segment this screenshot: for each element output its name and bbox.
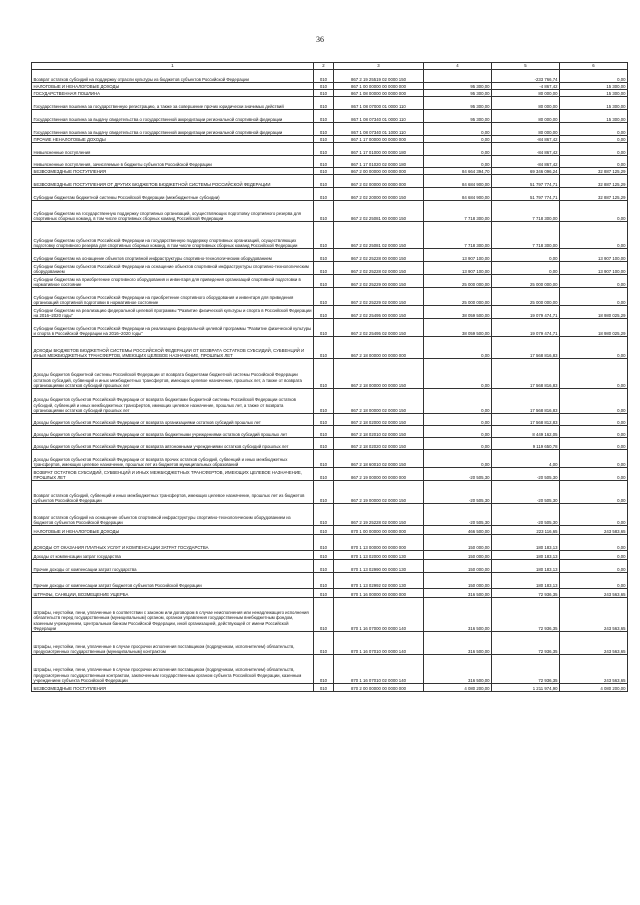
row-unexecuted-amount: 0,00 — [560, 481, 628, 504]
row-approved-amount: 316 500,00 — [424, 589, 492, 598]
row-executed-amount: 69 346 096,24 — [492, 168, 560, 175]
row-budget-code: 867 2 18 00000 00 0000 000 — [334, 337, 424, 359]
row-line-code: 010 — [314, 319, 334, 337]
row-unexecuted-amount: 0,00 — [560, 504, 628, 526]
row-name: Возврат остатков субсидий на поддержку отрасли культуры из бюджетов субъектов Российской Федерации — [32, 70, 314, 83]
header-cell-4: 4 — [424, 63, 492, 70]
row-unexecuted-amount: 0,00 — [560, 123, 628, 136]
row-approved-amount: 0,00 — [424, 143, 492, 156]
row-name: Доходы бюджетов субъектов Российской Федерации от возврата прочих остатков субсидий, субвенций и иных межбюджетных трансфертов, имеющих целевое назначение, прошлых лет из бюджетов муниципальных образований — [32, 450, 314, 468]
row-approved-amount: 150 000,00 — [424, 551, 492, 560]
row-unexecuted-amount: 0,00 — [560, 468, 628, 481]
row-executed-amount: 8 449 162,05 — [492, 426, 560, 438]
row-executed-amount: 17 568 816,83 — [492, 389, 560, 414]
table-row — [32, 655, 628, 684]
row-executed-amount: -84 867,42 — [492, 156, 560, 168]
row-executed-amount: 80 000,00 — [492, 90, 560, 97]
row-approved-amount: 38 059 500,00 — [424, 306, 492, 319]
header-cell-3: 3 — [334, 63, 424, 70]
table-row — [32, 414, 628, 426]
row-unexecuted-amount: 18 980 025,29 — [560, 306, 628, 319]
row-name: Штрафы, неустойки, пени, уплаченные в соответствии с законом или договором в случае неисполнения или ненадлежащего исполнения обязательств перед государственным (муниципальным) органом, органом управления государственным внебюджетным фондом, казенным учреждением, Центральным банком Российской Федерации, иной организацией, действующей от имени Российской Федерации — [32, 598, 314, 632]
row-line-code: 010 — [314, 97, 334, 110]
row-approved-amount: 95 300,00 — [424, 90, 492, 97]
row-line-code: 010 — [314, 481, 334, 504]
table-row — [32, 97, 628, 110]
row-name: Прочие доходы от компенсации затрат бюджетов субъектов Российской Федерации — [32, 573, 314, 589]
row-line-code: 010 — [314, 168, 334, 175]
row-unexecuted-amount: 0,00 — [560, 535, 628, 551]
row-approved-amount: 0,00 — [424, 426, 492, 438]
table-row — [32, 188, 628, 201]
row-unexecuted-amount: 0,00 — [560, 438, 628, 450]
row-approved-amount: 95 300,00 — [424, 83, 492, 90]
row-unexecuted-amount: 4 080 200,00 — [560, 684, 628, 692]
row-line-code: 010 — [314, 598, 334, 632]
row-name: БЕЗВОЗМЕЗДНЫЕ ПОСТУПЛЕНИЯ — [32, 684, 314, 692]
row-budget-code: 867 2 18 00000 02 0000 150 — [334, 389, 424, 414]
table-row — [32, 136, 628, 143]
row-executed-amount: -84 867,42 — [492, 143, 560, 156]
row-line-code: 010 — [314, 655, 334, 684]
row-budget-code: 867 2 19 25228 02 0000 150 — [334, 504, 424, 526]
row-approved-amount: -20 505,30 — [424, 468, 492, 481]
row-approved-amount: 13 907 100,00 — [424, 262, 492, 275]
row-budget-code: 867 2 19 00000 00 0000 000 — [334, 468, 424, 481]
row-line-code: 010 — [314, 83, 334, 90]
row-unexecuted-amount: 243 563,65 — [560, 598, 628, 632]
row-unexecuted-amount: 0,00 — [560, 136, 628, 143]
table-row — [32, 222, 628, 249]
row-name: Субсидии бюджетам субъектов Российской Федерации на реализацию федеральной целевой программы "Развитие физической культуры и спорта в Российской Федерации на 2016–2020 годы" — [32, 319, 314, 337]
row-executed-amount: 0,00 — [492, 249, 560, 262]
row-executed-amount: 80 000,00 — [492, 123, 560, 136]
row-unexecuted-amount: 15 300,00 — [560, 97, 628, 110]
row-approved-amount: 0,00 — [424, 389, 492, 414]
table-row — [32, 70, 628, 83]
row-executed-amount: 51 797 774,71 — [492, 188, 560, 201]
header-cell-6: 6 — [560, 63, 628, 70]
row-budget-code: 870 1 16 07010 00 0000 140 — [334, 632, 424, 655]
row-line-code: 010 — [314, 262, 334, 275]
row-executed-amount: 25 000 000,00 — [492, 275, 560, 288]
table-row — [32, 201, 628, 222]
row-budget-code: 870 1 13 02990 00 0000 130 — [334, 560, 424, 573]
row-unexecuted-amount: 0,00 — [560, 359, 628, 389]
row-executed-amount: -20 505,30 — [492, 504, 560, 526]
row-approved-amount: 150 000,00 — [424, 535, 492, 551]
table-row — [32, 288, 628, 306]
row-name: Доходы бюджетов субъектов Российской Федерации от возврата бюджетными учреждениями остатков субсидий прошлых лет — [32, 426, 314, 438]
row-name: Субсидии бюджетам на приобретение спортивного оборудования и инвентаря для приведения организаций спортивной подготовки в нормативное состояние — [32, 275, 314, 288]
row-line-code: 010 — [314, 249, 334, 262]
row-budget-code: 867 2 02 25229 02 0000 150 — [334, 288, 424, 306]
row-executed-amount: 7 718 300,00 — [492, 201, 560, 222]
row-unexecuted-amount: 32 887 125,29 — [560, 175, 628, 188]
row-unexecuted-amount: 0,00 — [560, 222, 628, 249]
row-name: Невыясненные поступления, зачисляемые в бюджеты субъектов Российской Федерации — [32, 156, 314, 168]
row-unexecuted-amount: 0,00 — [560, 156, 628, 168]
row-unexecuted-amount: 13 907 100,00 — [560, 249, 628, 262]
row-executed-amount: 223 116,65 — [492, 526, 560, 535]
row-unexecuted-amount: 15 300,00 — [560, 110, 628, 123]
table-row — [32, 319, 628, 337]
row-name: Субсидии бюджетам на оснащение объектов спортивной инфраструктуры спортивно-технологическим оборудованием — [32, 249, 314, 262]
row-approved-amount: 0,00 — [424, 337, 492, 359]
row-unexecuted-amount: 243 563,65 — [560, 632, 628, 655]
budget-table — [31, 62, 628, 692]
row-line-code: 010 — [314, 573, 334, 589]
row-unexecuted-amount: 32 887 125,29 — [560, 168, 628, 175]
row-name: ШТРАФЫ, САНКЦИИ, ВОЗМЕЩЕНИЕ УЩЕРБА — [32, 589, 314, 598]
row-unexecuted-amount: 0,00 — [560, 414, 628, 426]
row-budget-code: 867 2 02 25228 02 0000 150 — [334, 262, 424, 275]
row-budget-code: 870 1 00 00000 00 0000 000 — [334, 526, 424, 535]
row-budget-code: 867 2 18 02000 02 0000 150 — [334, 414, 424, 426]
row-name: ПРОЧИЕ НЕНАЛОГОВЫЕ ДОХОДЫ — [32, 136, 314, 143]
row-approved-amount: 0,00 — [424, 123, 492, 136]
row-name: Субсидии бюджетам бюджетной системы Российской Федерации (межбюджетные субсидии) — [32, 188, 314, 201]
row-approved-amount: 0,00 — [424, 438, 492, 450]
header-cell-5: 5 — [492, 63, 560, 70]
table-row — [32, 306, 628, 319]
table-row — [32, 426, 628, 438]
row-line-code: 010 — [314, 70, 334, 83]
row-unexecuted-amount: 0,00 — [560, 389, 628, 414]
row-name: Государственная пошлина за государственную регистрацию, а также за совершение прочих юридически значимых действий — [32, 97, 314, 110]
table-row — [32, 175, 628, 188]
row-approved-amount: 25 000 000,00 — [424, 275, 492, 288]
table-row — [32, 83, 628, 90]
row-budget-code: 867 2 18 02010 02 0000 150 — [334, 426, 424, 438]
table-row — [32, 526, 628, 535]
table-row — [32, 535, 628, 551]
row-unexecuted-amount: 0,00 — [560, 275, 628, 288]
row-line-code: 010 — [314, 450, 334, 468]
table-row — [32, 468, 628, 481]
table-row — [32, 389, 628, 414]
row-line-code: 010 — [314, 136, 334, 143]
row-approved-amount: 0,00 — [424, 450, 492, 468]
table-row — [32, 275, 628, 288]
row-unexecuted-amount: 15 300,00 — [560, 83, 628, 90]
row-approved-amount: -20 505,30 — [424, 481, 492, 504]
table-row — [32, 156, 628, 168]
row-name: БЕЗВОЗМЕЗДНЫЕ ПОСТУПЛЕНИЯ ОТ ДРУГИХ БЮДЖЕТОВ БЮДЖЕТНОЙ СИСТЕМЫ РОССИЙСКОЙ ФЕДЕРАЦИИ — [32, 175, 314, 188]
row-executed-amount: 4,00 — [492, 450, 560, 468]
row-line-code: 010 — [314, 110, 334, 123]
row-budget-code: 867 2 02 25229 00 0000 150 — [334, 275, 424, 288]
row-name: Доходы бюджетов субъектов Российской Федерации от возврата автономными учреждениями остатков субсидий прошлых лет — [32, 438, 314, 450]
row-name: Субсидии бюджетам субъектов Российской Федерации на приобретение спортивного оборудования и инвентаря для приведения организаций спортивной подготовки в нормативное состояние — [32, 288, 314, 306]
row-budget-code: 867 2 18 02020 02 0000 150 — [334, 438, 424, 450]
row-unexecuted-amount: 0,00 — [560, 560, 628, 573]
row-line-code: 010 — [314, 551, 334, 560]
table-row — [32, 481, 628, 504]
row-line-code: 010 — [314, 468, 334, 481]
header-cell-1: 1 — [32, 63, 314, 70]
row-line-code: 010 — [314, 222, 334, 249]
row-line-code: 010 — [314, 156, 334, 168]
row-executed-amount: -20 505,30 — [492, 468, 560, 481]
row-name: Штрафы, неустойки, пени, уплаченные в случае просрочки исполнения поставщиком (подрядчиком, исполнителем) обязательств, предусмотренных государственным (муниципальным) контрактом — [32, 632, 314, 655]
row-executed-amount: 72 936,35 — [492, 589, 560, 598]
row-unexecuted-amount: 243 563,65 — [560, 655, 628, 684]
row-budget-code: 867 2 02 25228 00 0000 150 — [334, 249, 424, 262]
row-executed-amount: 17 568 816,83 — [492, 337, 560, 359]
row-approved-amount: 0,00 — [424, 414, 492, 426]
row-line-code: 010 — [314, 188, 334, 201]
table-row — [32, 359, 628, 389]
row-unexecuted-amount: 0,00 — [560, 337, 628, 359]
row-approved-amount: 316 500,00 — [424, 598, 492, 632]
row-line-code: 010 — [314, 288, 334, 306]
row-line-code: 010 — [314, 306, 334, 319]
row-budget-code: 867 2 02 20000 00 0000 150 — [334, 188, 424, 201]
table-row — [32, 504, 628, 526]
table-row — [32, 168, 628, 175]
row-budget-code: 867 2 02 25081 00 0000 150 — [334, 201, 424, 222]
row-name: ГОСУДАРСТВЕННАЯ ПОШЛИНА — [32, 90, 314, 97]
row-line-code: 010 — [314, 175, 334, 188]
row-line-code: 010 — [314, 337, 334, 359]
header-cell-2: 2 — [314, 63, 334, 70]
row-name: БЕЗВОЗМЕЗДНЫЕ ПОСТУПЛЕНИЯ — [32, 168, 314, 175]
row-budget-code: 867 1 08 07000 01 0000 110 — [334, 97, 424, 110]
row-approved-amount: 316 500,00 — [424, 655, 492, 684]
row-executed-amount: -84 867,42 — [492, 136, 560, 143]
row-budget-code: 867 1 00 00000 00 0000 000 — [334, 83, 424, 90]
row-name: Доходы бюджетов субъектов Российской Федерации от возврата организациями остатков субсидий прошлых лет — [32, 414, 314, 426]
table-row — [32, 90, 628, 97]
row-approved-amount: 7 718 300,00 — [424, 201, 492, 222]
row-approved-amount: 84 684 900,00 — [424, 175, 492, 188]
row-approved-amount: 316 500,00 — [424, 632, 492, 655]
row-budget-code: 867 2 02 25081 02 0000 150 — [334, 222, 424, 249]
row-approved-amount: 84 664 394,70 — [424, 168, 492, 175]
row-executed-amount: 72 936,35 — [492, 655, 560, 684]
row-line-code: 010 — [314, 359, 334, 389]
row-unexecuted-amount: 0,00 — [560, 201, 628, 222]
row-executed-amount: 7 718 300,00 — [492, 222, 560, 249]
table-row — [32, 249, 628, 262]
row-budget-code: 867 2 02 25495 00 0000 150 — [334, 306, 424, 319]
row-name: Невыясненные поступления — [32, 143, 314, 156]
row-name: Субсидии бюджетам субъектов Российской Федерации на оснащение объектов спортивной инфраструктуры спортивно-технологическим оборудованием — [32, 262, 314, 275]
row-executed-amount: -4 867,42 — [492, 83, 560, 90]
row-executed-amount: -20 505,30 — [492, 481, 560, 504]
row-line-code: 010 — [314, 275, 334, 288]
row-approved-amount: 0,00 — [424, 136, 492, 143]
row-name: Прочие доходы от компенсации затрат государства — [32, 560, 314, 573]
row-executed-amount: 51 797 774,71 — [492, 175, 560, 188]
row-budget-code: 867 1 17 01000 00 0000 180 — [334, 143, 424, 156]
row-budget-code: 867 2 00 00000 00 0000 000 — [334, 168, 424, 175]
row-budget-code: 867 2 02 25495 02 0000 150 — [334, 319, 424, 337]
row-budget-code: 870 1 16 07010 02 0000 140 — [334, 655, 424, 684]
row-unexecuted-amount: 0,00 — [560, 288, 628, 306]
row-line-code: 010 — [314, 560, 334, 573]
row-budget-code: 867 2 19 00000 02 0000 150 — [334, 481, 424, 504]
row-name: ДОХОДЫ ОТ ОКАЗАНИЯ ПЛАТНЫХ УСЛУГ И КОМПЕНСАЦИИ ЗАТРАТ ГОСУДАРСТВА — [32, 535, 314, 551]
row-executed-amount: 19 079 474,71 — [492, 306, 560, 319]
row-approved-amount: 25 000 000,00 — [424, 288, 492, 306]
row-line-code: 010 — [314, 414, 334, 426]
row-budget-code: 867 1 08 00000 00 0000 000 — [334, 90, 424, 97]
row-executed-amount: 17 568 816,83 — [492, 359, 560, 389]
row-executed-amount: 80 000,00 — [492, 110, 560, 123]
row-name: НАЛОГОВЫЕ И НЕНАЛОГОВЫЕ ДОХОДЫ — [32, 83, 314, 90]
table-row — [32, 573, 628, 589]
row-approved-amount: 84 684 900,00 — [424, 188, 492, 201]
row-executed-amount: 72 936,35 — [492, 598, 560, 632]
row-name: Субсидии бюджетам субъектов Российской Федерации на государственную поддержку спортивных организаций, осуществляющих подготовку спортивного резерва для спортивных сборных команд, в том числе спортивных сборных команд Российской Федерации — [32, 222, 314, 249]
table-row — [32, 632, 628, 655]
row-budget-code: 867 1 08 07340 01 0000 110 — [334, 110, 424, 123]
row-name: Государственная пошлина за выдачу свидетельства о государственной аккредитации региональной спортивной федерации — [32, 123, 314, 136]
table-row — [32, 598, 628, 632]
row-unexecuted-amount: 243 563,65 — [560, 589, 628, 598]
row-unexecuted-amount: 0,00 — [560, 143, 628, 156]
row-budget-code: 867 1 17 00000 00 0000 000 — [334, 136, 424, 143]
header-row — [32, 63, 628, 70]
table-row — [32, 551, 628, 560]
row-budget-code: 870 1 16 00000 00 0000 000 — [334, 589, 424, 598]
row-executed-amount: 80 000,00 — [492, 97, 560, 110]
table-row — [32, 123, 628, 136]
row-budget-code: 870 1 13 00000 00 0000 000 — [334, 535, 424, 551]
row-line-code: 010 — [314, 90, 334, 97]
row-approved-amount: 95 300,00 — [424, 97, 492, 110]
row-executed-amount: 19 079 474,71 — [492, 319, 560, 337]
row-executed-amount: 1 211 974,90 — [492, 684, 560, 692]
row-approved-amount: 7 718 300,00 — [424, 222, 492, 249]
row-name: Доходы бюджетов бюджетной системы Российской Федерации от возврата бюджетами бюджетной системы Российской Федерации остатков субсидий, субвенций и иных межбюджетных трансфертов, имеющих целевое назначение, прошлых лет, а также от возврата организациями остатков субсидий прошлых лет — [32, 359, 314, 389]
row-unexecuted-amount: 0,00 — [560, 426, 628, 438]
table-row — [32, 143, 628, 156]
row-approved-amount — [424, 70, 492, 83]
row-unexecuted-amount: 0,00 — [560, 551, 628, 560]
row-line-code: 010 — [314, 123, 334, 136]
row-approved-amount: 0,00 — [424, 359, 492, 389]
row-line-code: 010 — [314, 504, 334, 526]
row-approved-amount: 0,00 — [424, 156, 492, 168]
row-line-code: 010 — [314, 535, 334, 551]
row-line-code: 010 — [314, 589, 334, 598]
row-budget-code: 870 2 00 00000 00 0000 000 — [334, 684, 424, 692]
row-executed-amount: 25 000 000,00 — [492, 288, 560, 306]
row-executed-amount: 180 183,13 — [492, 560, 560, 573]
row-budget-code: 867 2 02 00000 00 0000 000 — [334, 175, 424, 188]
table-row — [32, 560, 628, 573]
row-budget-code: 870 1 13 02000 00 0000 130 — [334, 551, 424, 560]
row-line-code: 010 — [314, 632, 334, 655]
row-name: Доходы от компенсации затрат государства — [32, 551, 314, 560]
row-name: Субсидии бюджетам на реализацию федеральной целевой программы "Развитие физической культуры и спорта в Российской Федерации на 2016–2020 годы" — [32, 306, 314, 319]
row-name: НАЛОГОВЫЕ И НЕНАЛОГОВЫЕ ДОХОДЫ — [32, 526, 314, 535]
row-executed-amount: -233 766,74 — [492, 70, 560, 83]
row-unexecuted-amount: 13 907 100,00 — [560, 262, 628, 275]
row-unexecuted-amount: 0,00 — [560, 450, 628, 468]
row-approved-amount: -20 505,30 — [424, 504, 492, 526]
row-line-code: 010 — [314, 526, 334, 535]
row-name: Возврат остатков субсидий на оснащение объектов спортивной инфраструктуры спортивно-технологическим оборудованием из бюджетов субъектов Российской Федерации — [32, 504, 314, 526]
row-line-code: 010 — [314, 438, 334, 450]
table-row — [32, 337, 628, 359]
row-unexecuted-amount: 18 980 025,29 — [560, 319, 628, 337]
row-approved-amount: 13 907 100,00 — [424, 249, 492, 262]
row-name: ВОЗВРАТ ОСТАТКОВ СУБСИДИЙ, СУБВЕНЦИЙ И ИНЫХ МЕЖБЮДЖЕТНЫХ ТРАНСФЕРТОВ, ИМЕЮЩИХ ЦЕЛЕВОЕ НАЗНАЧЕНИЕ, ПРОШЛЫХ ЛЕТ — [32, 468, 314, 481]
table-row — [32, 589, 628, 598]
row-approved-amount: 95 300,00 — [424, 110, 492, 123]
row-executed-amount: 180 183,13 — [492, 573, 560, 589]
row-unexecuted-amount: 15 300,00 — [560, 90, 628, 97]
row-approved-amount: 4 080 200,00 — [424, 684, 492, 692]
row-name: Штрафы, неустойки, пени, уплаченные в случае просрочки исполнения поставщиком (подрядчиком, исполнителем) обязательств, предусмотренных государственным контрактом, заключенным государственным органом субъекта Российской Федерации, казенным учреждением субъекта Российской Федерации — [32, 655, 314, 684]
row-budget-code: 870 1 13 02992 02 0000 130 — [334, 573, 424, 589]
row-executed-amount: 72 936,35 — [492, 632, 560, 655]
row-approved-amount: 466 500,00 — [424, 526, 492, 535]
row-budget-code: 867 2 19 25519 02 0000 150 — [334, 70, 424, 83]
row-executed-amount: 0,00 — [492, 262, 560, 275]
row-unexecuted-amount: 0,00 — [560, 573, 628, 589]
page-number: 36 — [316, 35, 324, 44]
table-row — [32, 110, 628, 123]
row-budget-code: 867 2 18 00000 00 0000 150 — [334, 359, 424, 389]
row-name: ДОХОДЫ БЮДЖЕТОВ БЮДЖЕТНОЙ СИСТЕМЫ РОССИЙСКОЙ ФЕДЕРАЦИИ ОТ ВОЗВРАТА ОСТАТКОВ СУБСИДИЙ, СУБВЕНЦИЙ И ИНЫХ МЕЖБЮДЖЕТНЫХ ТРАНСФЕРТОВ, ИМЕЮЩИХ ЦЕЛЕВОЕ НАЗНАЧЕНИЕ, ПРОШЛЫХ ЛЕТ — [32, 337, 314, 359]
row-name: Субсидии бюджетам на государственную поддержку спортивных организаций, осуществляющих подготовку спортивного резерва для спортивных сборных команд, в том числе спортивных сборных команд Российской Федерации — [32, 201, 314, 222]
row-budget-code: 867 1 17 01020 02 0000 180 — [334, 156, 424, 168]
row-approved-amount: 150 000,00 — [424, 573, 492, 589]
row-name: Доходы бюджетов субъектов Российской Федерации от возврата бюджетами бюджетной системы Российской Федерации остатков субсидий, субвенций и иных межбюджетных трансфертов, имеющих целевое назначение, прошлых лет, а также от возврата организациями остатков субсидий прошлых лет — [32, 389, 314, 414]
row-unexecuted-amount: 32 887 125,29 — [560, 188, 628, 201]
row-budget-code: 867 1 08 07340 01 1000 110 — [334, 123, 424, 136]
table-row — [32, 262, 628, 275]
row-approved-amount: 38 059 500,00 — [424, 319, 492, 337]
row-budget-code: 867 2 18 60010 02 0000 150 — [334, 450, 424, 468]
row-line-code: 010 — [314, 684, 334, 692]
table-row — [32, 450, 628, 468]
row-executed-amount: 17 568 812,83 — [492, 414, 560, 426]
row-executed-amount: 9 119 650,78 — [492, 438, 560, 450]
row-name: Государственная пошлина за выдачу свидетельства о государственной аккредитации региональной спортивной федерации — [32, 110, 314, 123]
row-line-code: 010 — [314, 201, 334, 222]
table-row — [32, 438, 628, 450]
row-approved-amount: 150 000,00 — [424, 560, 492, 573]
row-unexecuted-amount: 243 583,65 — [560, 526, 628, 535]
row-executed-amount: 180 183,13 — [492, 551, 560, 560]
row-executed-amount: 180 183,13 — [492, 535, 560, 551]
row-unexecuted-amount: 0,00 — [560, 70, 628, 83]
row-line-code: 010 — [314, 389, 334, 414]
row-line-code: 010 — [314, 143, 334, 156]
row-line-code: 010 — [314, 426, 334, 438]
row-budget-code: 870 1 16 07000 00 0000 140 — [334, 598, 424, 632]
table-row — [32, 684, 628, 692]
row-name: Возврат остатков субсидий, субвенций и иных межбюджетных трансфертов, имеющих целевое назначение, прошлых лет из бюджетов субъектов Российской Федерации — [32, 481, 314, 504]
